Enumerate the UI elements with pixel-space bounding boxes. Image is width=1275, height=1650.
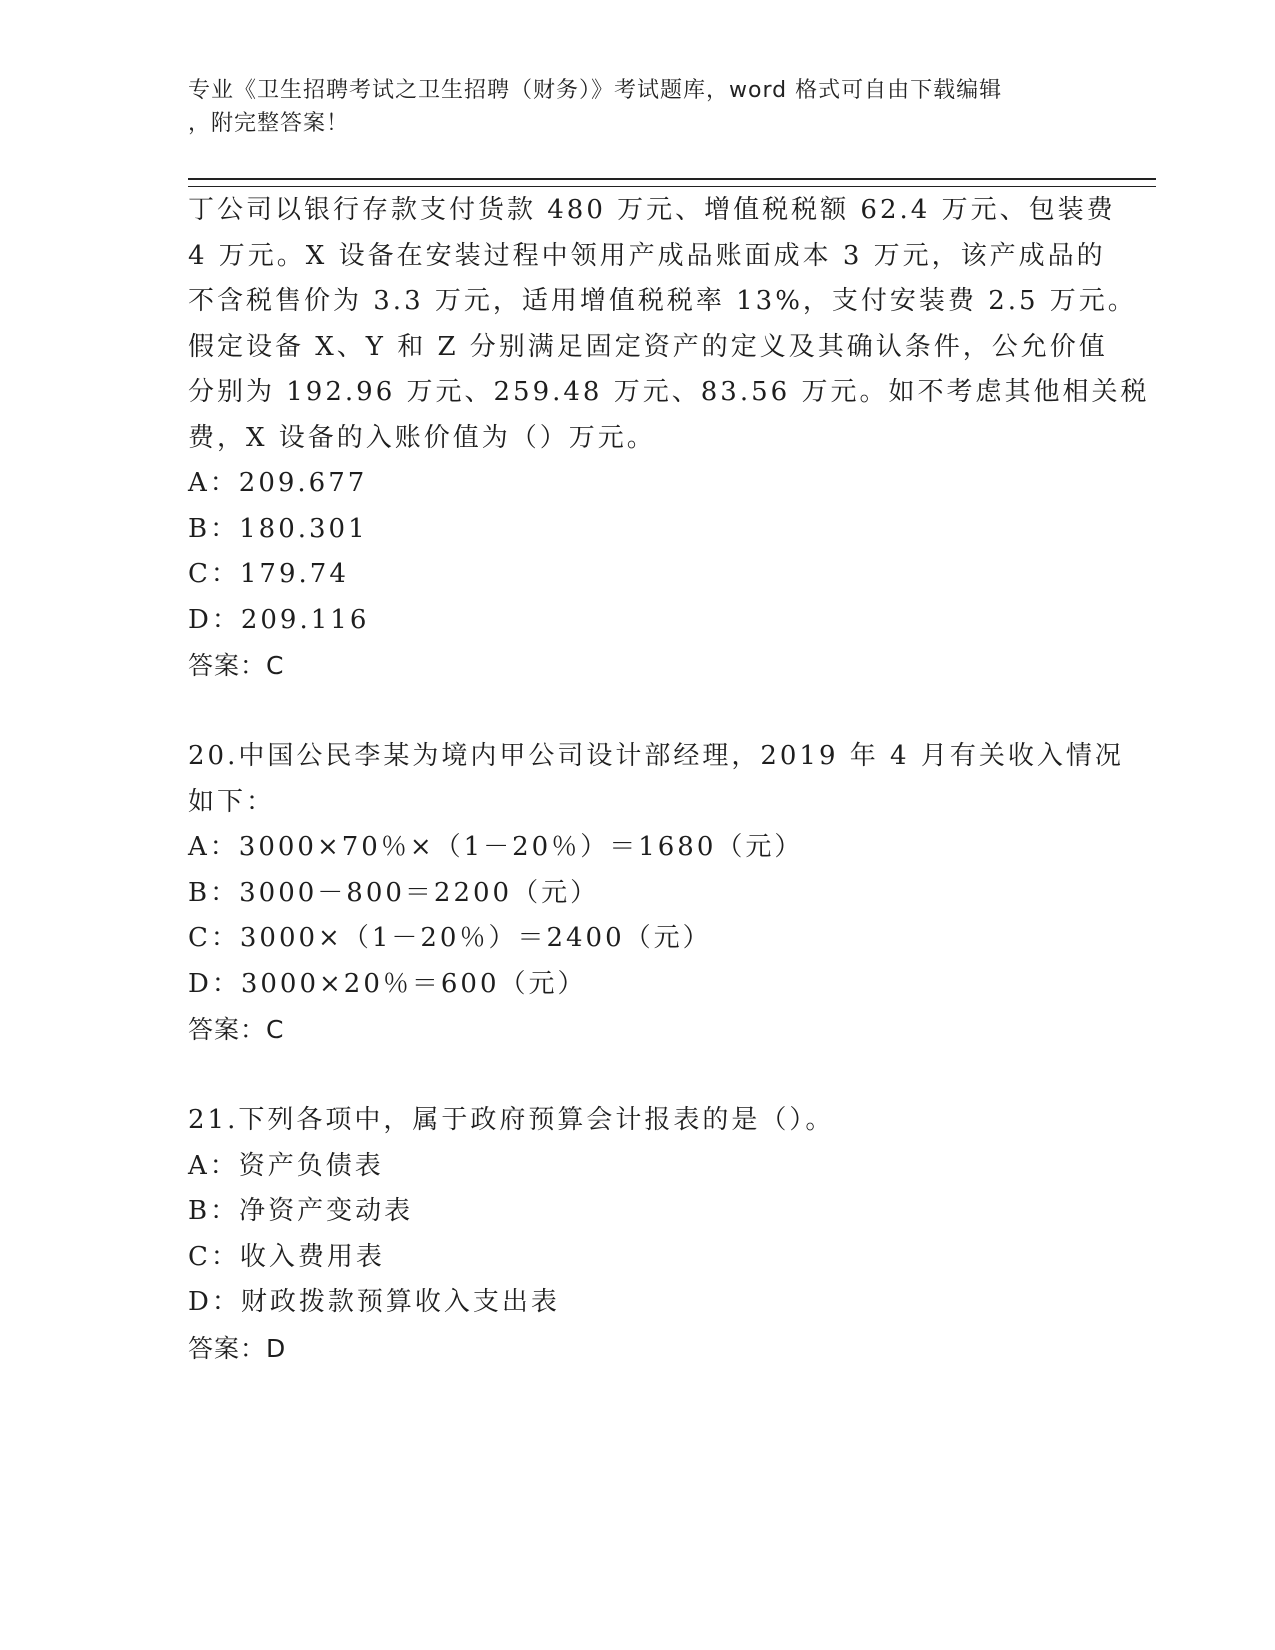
question-20 [188,734,1124,1053]
option-c: C：179.74 [188,559,349,589]
question-stem-line: 20.中国公民李某为境内甲公司设计部经理，2019 年 4 月有关收入情况 [188,741,1124,771]
option-a: A：3000×70％×（1－20％）＝1680（元） [188,832,804,862]
header-title-line-1: 专业《卫生招聘考试之卫生招聘（财务）》考试题库，word 格式可自由下载编辑 [188,78,1003,103]
question-spacer [188,1053,1088,1099]
question-19 [188,188,1150,689]
question-21 [188,1098,1088,1371]
option-d: D：209.116 [188,604,370,635]
document-header [188,74,1088,140]
answer-line: 答案：D [188,1333,287,1363]
question-stem-line: 不含税售价为 3.3 万元，适用增值税税率 13%，支付安装费 2.5 万元。 [188,286,1137,316]
header-divider [188,178,1156,187]
option-d: D：财政拨款预算收入支出表 [188,1287,560,1317]
question-stem-line: 分别为 192.96 万元、259.48 万元、83.56 万元。如不考虑其他相关税 [188,377,1150,407]
option-a: A：209.677 [188,468,368,498]
document-body [188,188,1150,1371]
question-stem-line: 假定设备 X、Y 和 Z 分别满足固定资产的定义及其确认条件，公允价值 [188,331,1108,362]
option-b: B：净资产变动表 [188,1196,414,1226]
option-b: B：3000－800＝2200（元） [188,877,600,908]
option-b: B：180.301 [188,513,368,544]
question-stem-line: 4 万元。X 设备在安装过程中领用产成品账面成本 3 万元，该产成品的 [188,240,1106,271]
question-stem-line: 费，X 设备的入账价值为（）万元。 [188,422,656,453]
option-c: C：3000×（1－20％）＝2400（元） [188,923,712,953]
option-d: D：3000×20％＝600（元） [188,968,587,999]
answer-line: 答案：C [188,651,285,680]
header-title-line-2: ，附完整答案！ [188,111,350,136]
answer-line: 答案：C [188,1015,285,1044]
question-stem-line: 丁公司以银行存款支付货款 480 万元、增值税税额 62.4 万元、包装费 [188,195,1116,225]
option-a: A：资产负债表 [188,1150,384,1181]
option-c: C：收入费用表 [188,1241,385,1272]
question-stem-line: 如下： [188,786,276,817]
question-stem-line: 21.下列各项中，属于政府预算会计报表的是（）。 [188,1105,835,1135]
question-spacer [188,689,1088,735]
